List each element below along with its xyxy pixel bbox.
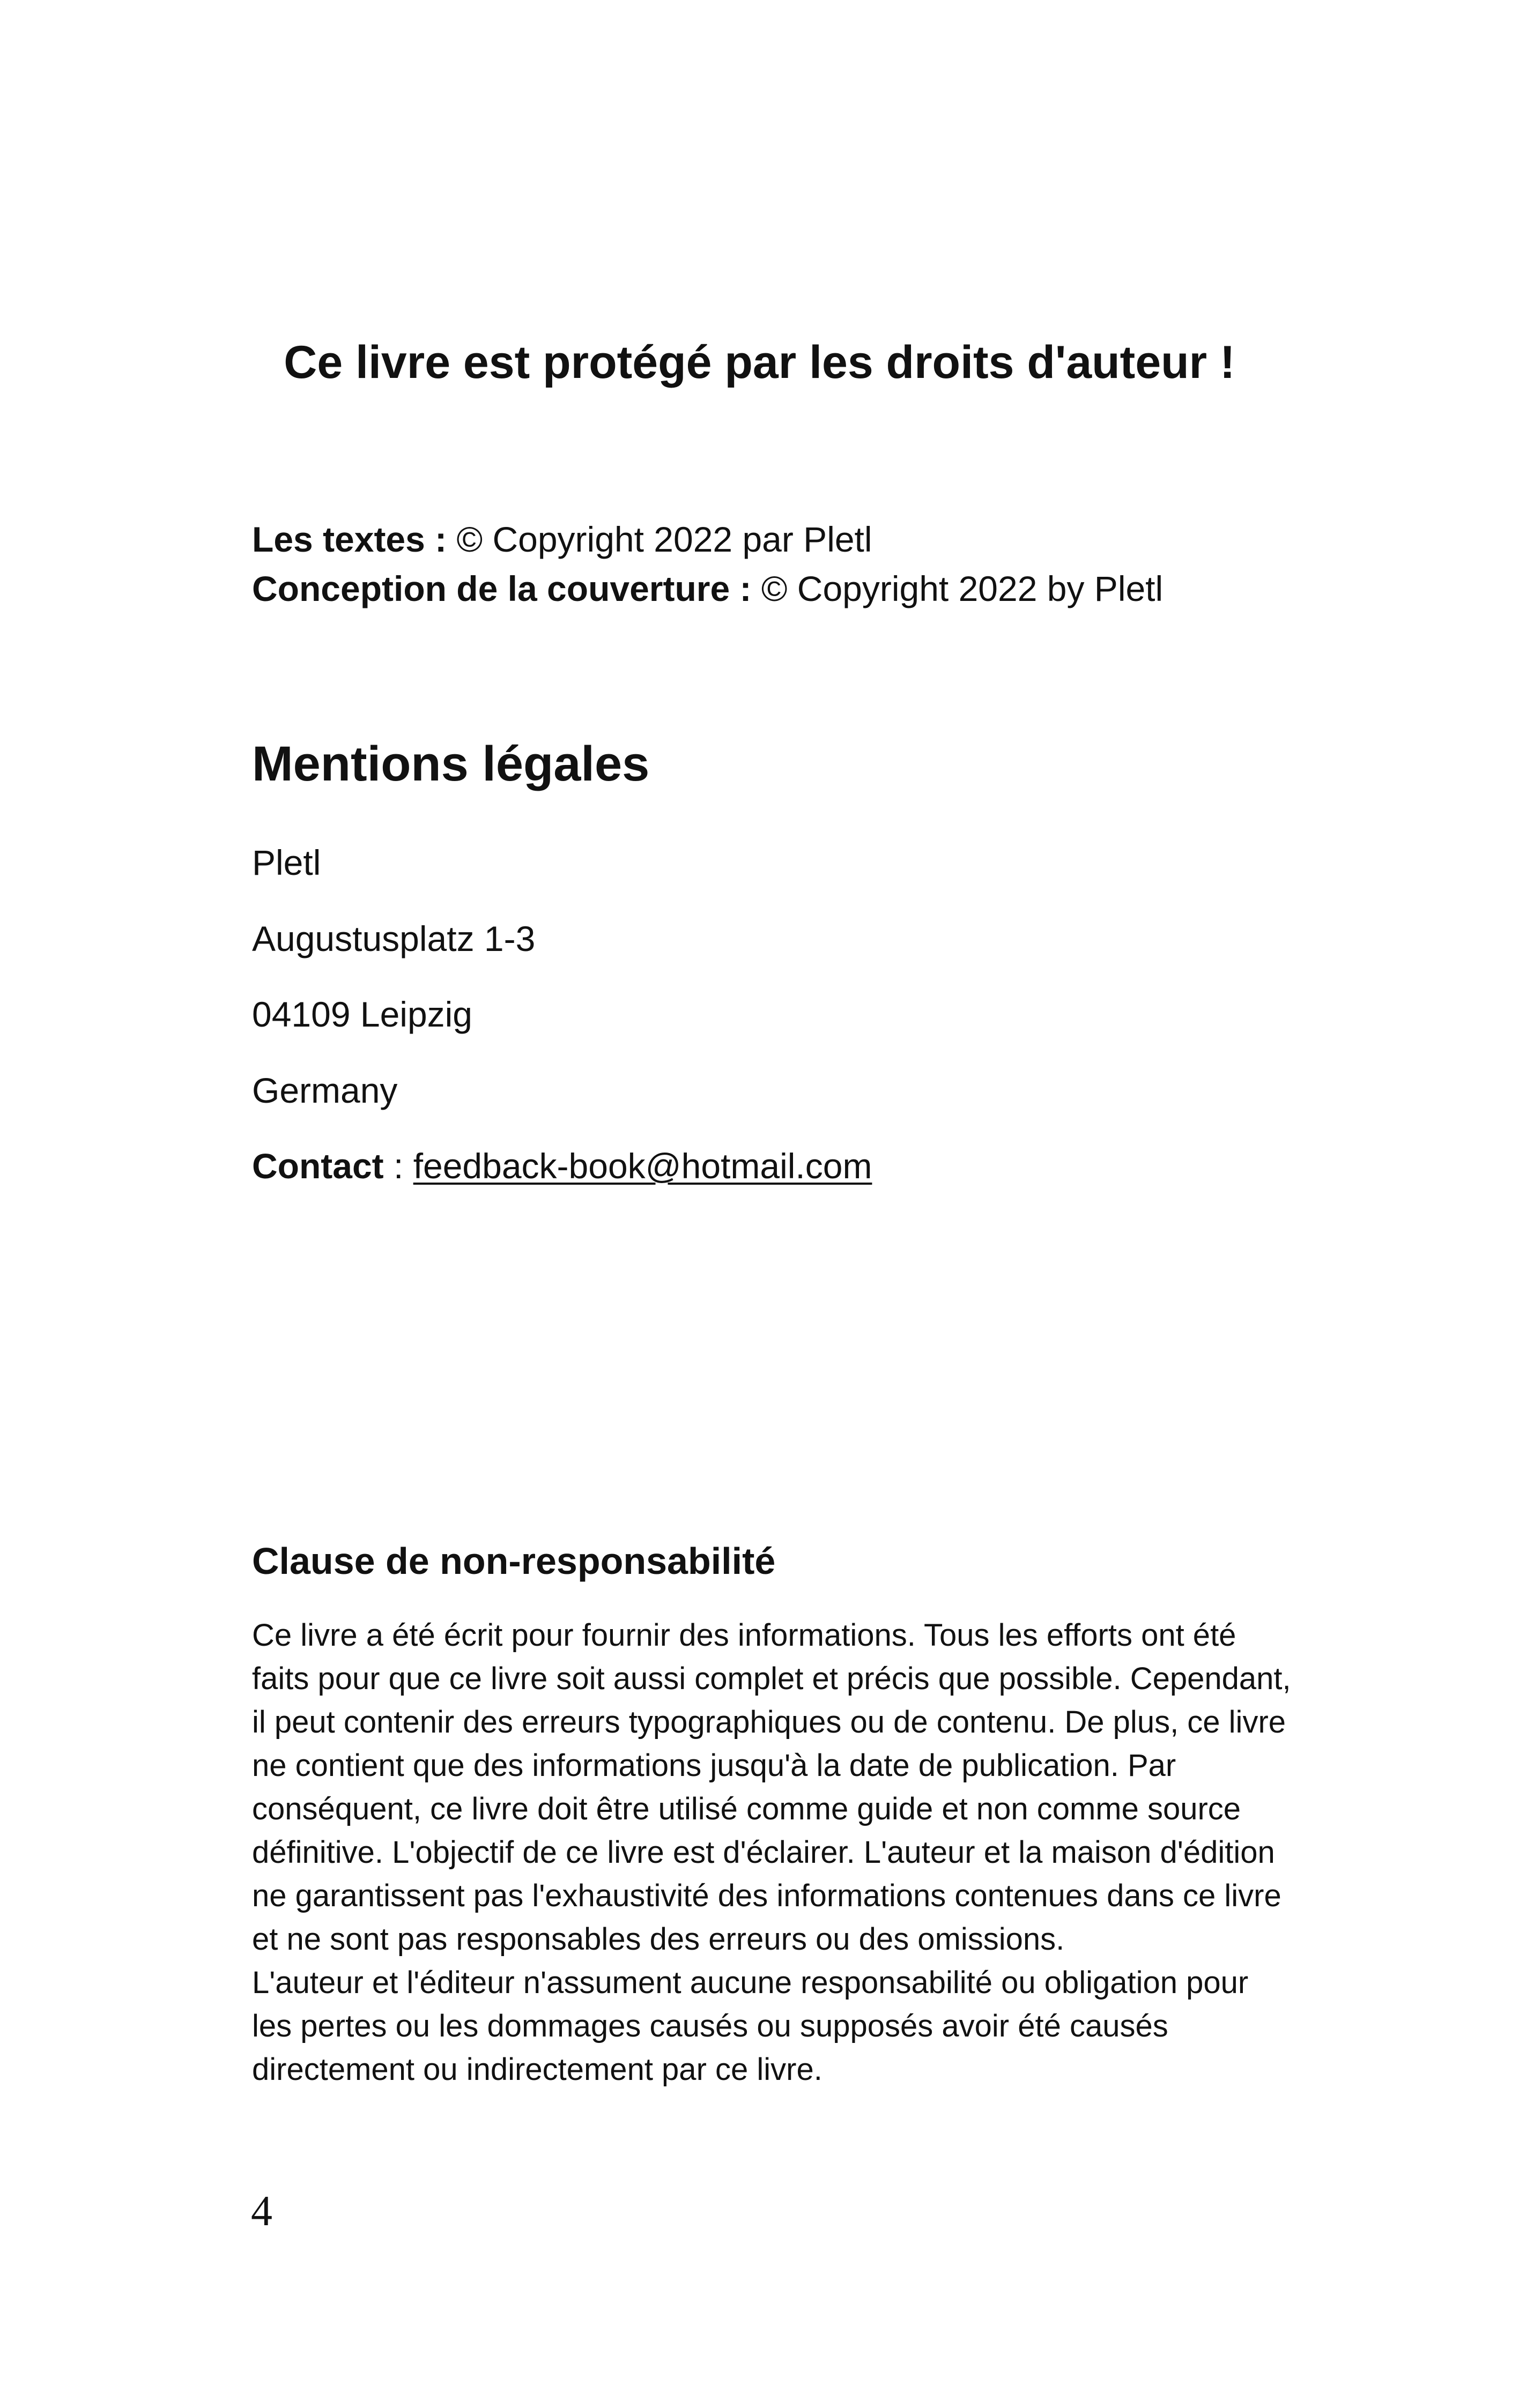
disclaimer-paragraph-2: L'auteur et l'éditeur n'assument aucune responsabilité ou obligation pour les pertes ou les dommages causés ou supposés avoir été causés directement ou indirectement par ce livre.	[252, 1965, 1249, 2087]
disclaimer-paragraph-1: Ce livre a été écrit pour fournir des informations. Tous les efforts ont été faits pour que ce livre soit aussi complet et précis que possible. Cependant, il peut contenir des erreurs typographiques ou de contenu. De plus, ce livre ne contient que des informations jusqu'à la date de publication. Par conséquent, ce livre doit être utilisé comme guide et non comme source définitive. L'objectif de ce livre est d'éclairer. L'auteur et la maison d'édition ne garantissent pas l'exhaustivité des informations contenues dans ce livre et ne sont pas responsables des erreurs ou des omissions.	[252, 1618, 1291, 1957]
copyright-texts-line	[252, 515, 1324, 564]
contact-line	[252, 1145, 872, 1187]
contact-label: Contact	[252, 1146, 384, 1186]
legal-city: 04109 Leipzig	[252, 994, 473, 1034]
contact-email-link[interactable]: feedback-book@hotmail.com	[413, 1146, 872, 1186]
page-title: Ce livre est protégé par les droits d'auteur !	[284, 337, 1235, 388]
copyright-cover-line	[252, 564, 1324, 613]
copyright-section	[252, 515, 1324, 613]
legal-street: Augustusplatz 1-3	[252, 919, 536, 958]
page-number: 4	[251, 2188, 272, 2235]
legal-country: Germany	[252, 1071, 398, 1110]
copyright-texts-label: Les textes :	[252, 519, 447, 559]
legal-name: Pletl	[252, 843, 321, 882]
disclaimer-heading: Clause de non-responsabilité	[252, 1540, 776, 1582]
legal-heading: Mentions légales	[252, 737, 650, 791]
disclaimer-body	[252, 1614, 1292, 2091]
copyright-texts-value: © Copyright 2022 par Pletl	[447, 519, 872, 559]
copyright-cover-value: © Copyright 2022 by Pletl	[751, 569, 1164, 608]
contact-separator: :	[383, 1146, 413, 1186]
copyright-cover-label: Conception de la couverture :	[252, 569, 752, 608]
